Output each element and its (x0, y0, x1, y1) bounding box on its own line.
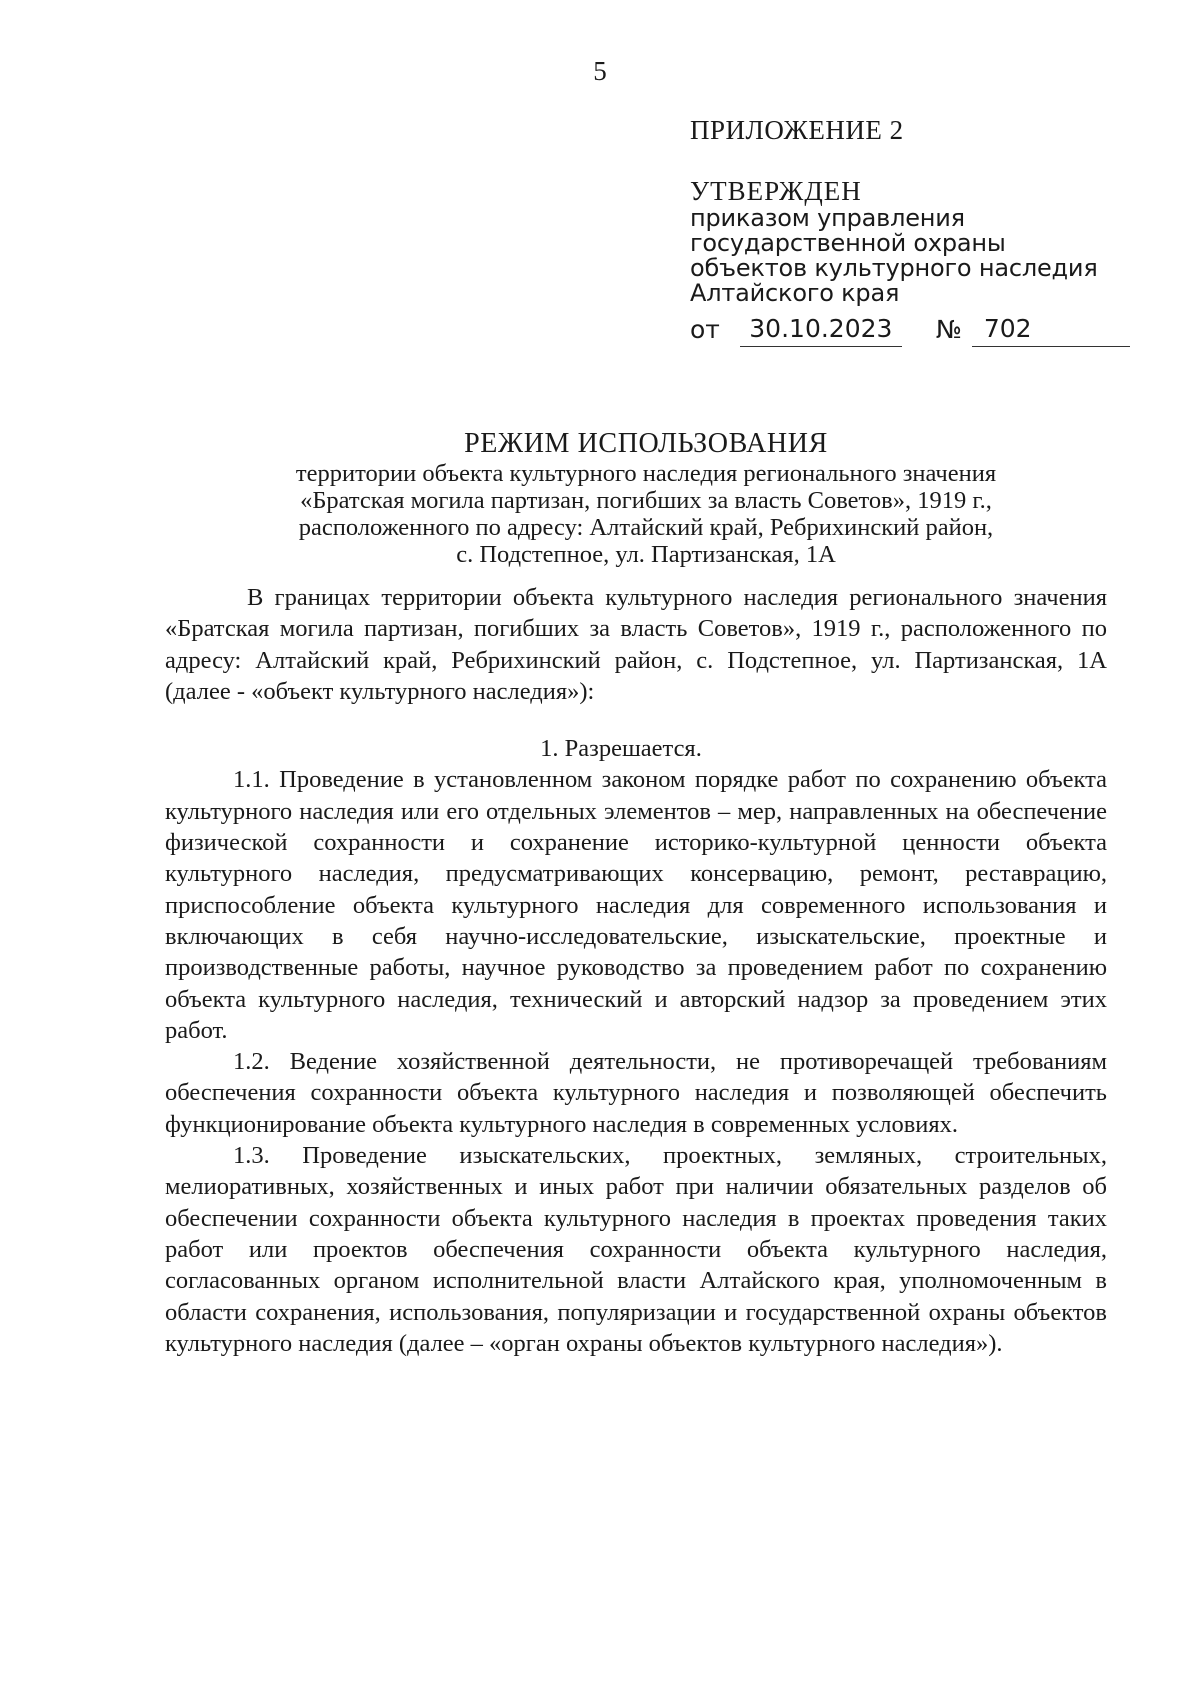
order-date-number-row (690, 312, 1150, 347)
approval-line: объектов культурного наследия (690, 254, 1098, 282)
section-heading: 1. Разрешается. (540, 735, 702, 763)
appendix-title: ПРИЛОЖЕНИЕ 2 (690, 115, 904, 145)
approval-line: Алтайского края (690, 279, 900, 307)
document-body (165, 582, 1107, 1359)
document-title: РЕЖИМ ИСПОЛЬЗОВАНИЯ (464, 428, 828, 459)
document-subtitle-line: «Братская могила партизан, погибших за власть Советов», 1919 г., (300, 487, 992, 514)
clause-1-1: 1.1. Проведение в установленном законом порядке работ по сохранению объекта культурного наследия или его отдельных элементов – мер, направленных на обеспечение физической сохранности и сохранение историко-культурной ценности объекта культурного наследия, предусматривающих консервацию, ремонт, реставрацию, приспособление объекта культурного наследия для современного использования и включающих в себя научно-исследовательские, изыскательские, проектные и производственные работы, научное руководство за проведением работ по сохранению объекта культурного наследия, технический и авторский надзор за проведением этих работ. (165, 766, 1107, 1044)
page-number: 5 (593, 56, 607, 86)
order-number: 702 (972, 312, 1130, 347)
clause-1-3: 1.3. Проведение изыскательских, проектных, земляных, строительных, мелиоративных, хозяйственных и иных работ при наличии обязательных разделов об обеспечении сохранности объекта культурного наследия в проектах проведения таких работ или проектов обеспечения сохранности объекта культурного наследия, согласованных органом исполнительной власти Алтайского края, уполномоченным в области сохранения, использования, популяризации и государственной охраны объектов культурного наследия (далее – «орган охраны объектов культурного наследия»). (165, 1142, 1107, 1357)
date-prefix: от (690, 315, 720, 344)
document-subtitle-line: с. Подстепное, ул. Партизанская, 1А (456, 541, 836, 568)
intro-paragraph: В границах территории объекта культурного наследия регионального значения «Братская могила партизан, погибших за власть Советов», 1919 г., расположенного по адресу: Алтайский край, Ребрихинский район, с. Подстепное, ул. Партизанская, 1А (далее - «объект культурного наследия»): (165, 584, 1107, 705)
clause-1-2: 1.2. Ведение хозяйственной деятельности, не противоречащей требованиям обеспечения сохранности объекта культурного наследия и позволяющей обеспечить функционирование объекта культурного наследия в современных условиях. (165, 1048, 1107, 1138)
approval-block (690, 112, 1150, 347)
approved-label: УТВЕРЖДЕН (690, 176, 862, 206)
document-subtitle-line: территории объекта культурного наследия регионального значения (295, 460, 997, 487)
document-subtitle-line: расположенного по адресу: Алтайский край, Ребрихинский район, (298, 514, 994, 541)
order-date: 30.10.2023 (740, 312, 902, 347)
document-heading (150, 428, 1142, 568)
approval-line: государственной охраны (690, 229, 1006, 257)
number-sign: № (935, 315, 962, 344)
approval-line: приказом управления (690, 204, 965, 232)
